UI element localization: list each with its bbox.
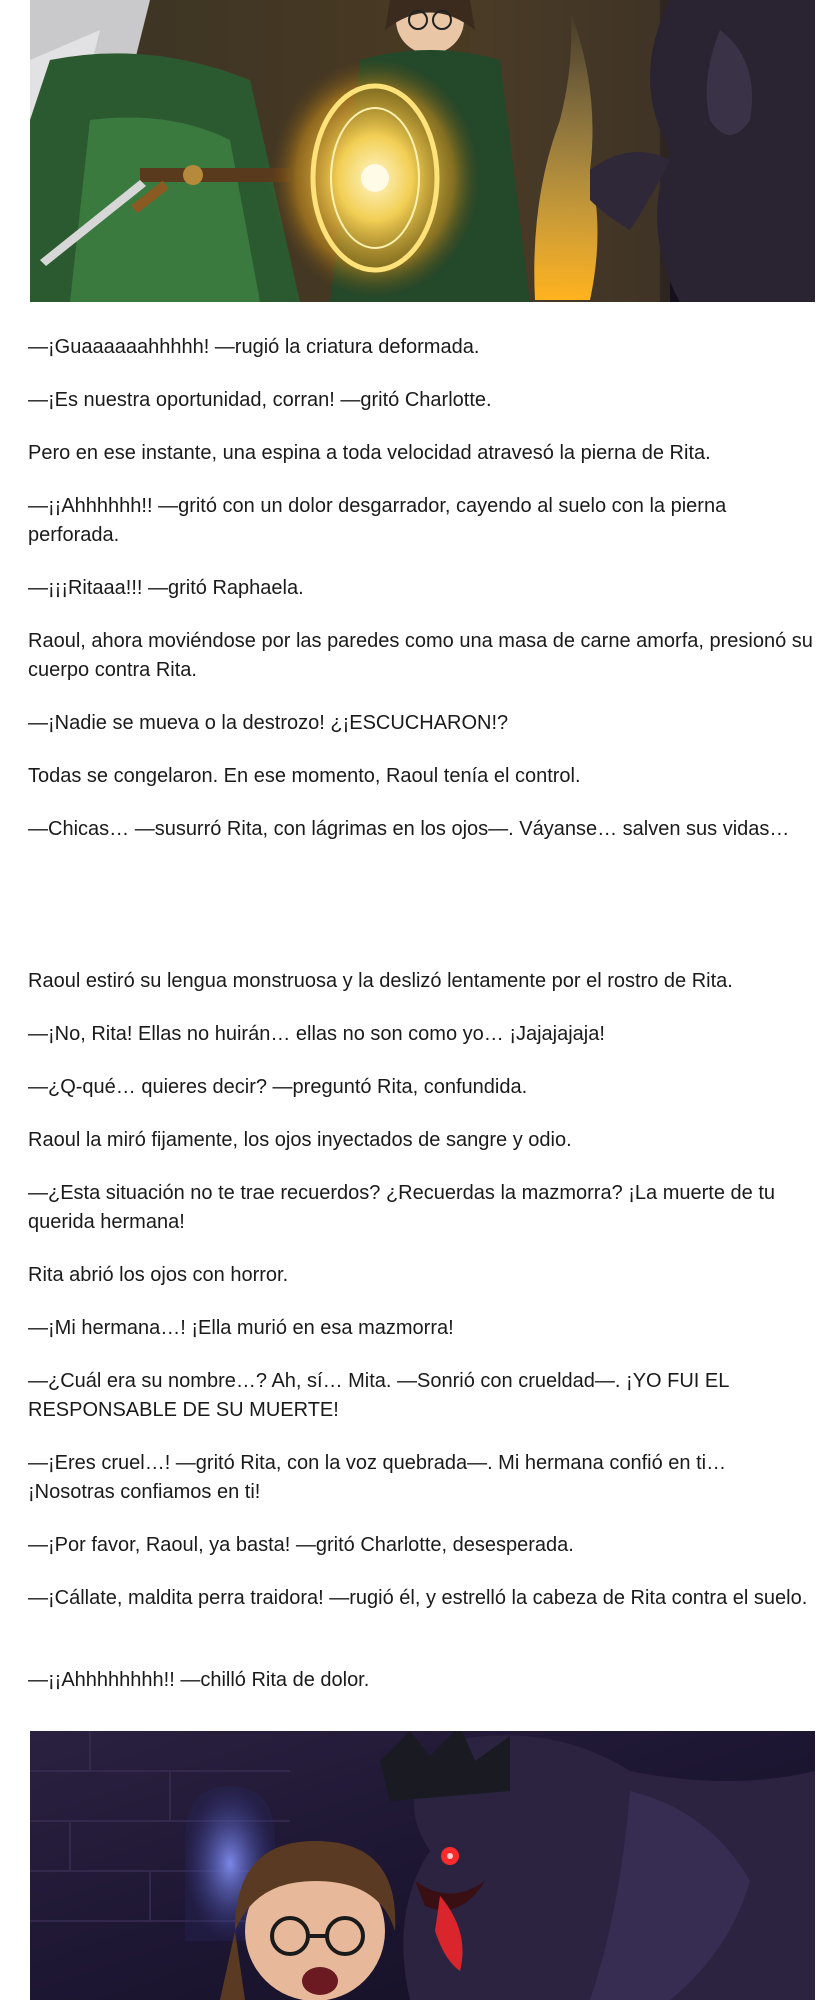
story-paragraph: Rita abrió los ojos con horror. [28,1264,289,1286]
story-paragraph: —¡¡¡Ritaaa!!! —gritó Raphaela. [28,577,304,599]
story-paragraph: —¡No, Rita! Ellas no huirán… ellas no son como yo… ¡Jajajajaja! [28,1023,605,1045]
story-paragraph: —¡Mi hermana…! ¡Ella murió en esa mazmorra! [28,1317,454,1339]
story-paragraph: —¿Cuál era su nombre…? Ah, sí… Mita. —Sonrió con crueldad—. ¡YO FUI EL RESPONSABLE DE SU MUERTE! [28,1370,729,1421]
story-paragraph: Pero en ese instante, una espina a toda velocidad atravesó la pierna de Rita. [28,442,711,464]
monster-attack-illustration-icon [30,1731,815,2000]
story-paragraph: —¡Nadie se mueva o la destrozo! ¿¡ESCUCHARON!? [28,712,509,734]
top-illustration [30,0,815,302]
story-paragraph: Raoul la miró fijamente, los ojos inyectados de sangre y odio. [28,1129,572,1151]
magic-shield-battle-illustration-icon [30,0,815,302]
story-paragraph: Raoul estiró su lengua monstruosa y la deslizó lentamente por el rostro de Rita. [28,970,733,992]
story-paragraph: Raoul, ahora moviéndose por las paredes como una masa de carne amorfa, presionó su cuerpo contra Rita. [28,630,813,681]
story-paragraph: —Chicas… —susurró Rita, con lágrimas en los ojos—. Váyanse… salven sus vidas… [28,818,790,840]
story-paragraph: —¡¡Ahhhhhhhh!! —chilló Rita de dolor. [28,1669,370,1691]
story-paragraph: —¡Guaaaaaahhhhh! —rugió la criatura deformada. [28,336,480,358]
story-paragraph: —¡Por favor, Raoul, ya basta! —gritó Charlotte, desesperada. [28,1534,574,1556]
story-paragraph: —¡Cállate, maldita perra traidora! —rugió él, y estrelló la cabeza de Rita contra el suelo. [28,1587,808,1609]
story-paragraph: —¡Es nuestra oportunidad, corran! —gritó Charlotte. [28,389,492,411]
story-paragraph: —¿Esta situación no te trae recuerdos? ¿Recuerdas la mazmorra? ¡La muerte de tu querida hermana! [28,1182,776,1233]
story-paragraph: Todas se congelaron. En ese momento, Raoul tenía el control. [28,765,581,787]
bottom-illustration [30,1731,815,2000]
story-paragraph: —¡¡Ahhhhhh!! —gritó con un dolor desgarrador, cayendo al suelo con la pierna perforada. [28,495,727,546]
story-paragraph: —¿Q-qué… quieres decir? —preguntó Rita, confundida. [28,1076,528,1098]
story-paragraph: —¡Eres cruel…! —gritó Rita, con la voz quebrada—. Mi hermana confió en ti… ¡Nosotras confiamos en ti! [28,1452,727,1503]
